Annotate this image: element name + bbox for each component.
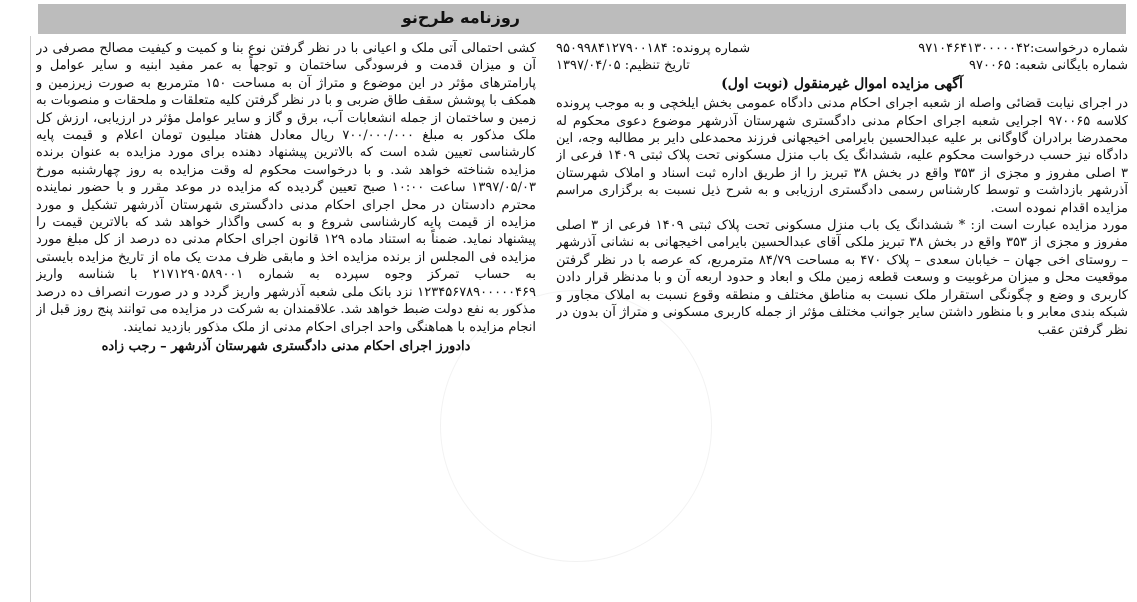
notice-paragraph-2: مورد مزایده عبارت است از: * ششدانگ یک باب منزل مسکونی تحت پلاک ثبتی ۱۴۰۹ فرعی از ۳ اصلی مفروز و مجزی از ۳۵۳ واقع در بخش ۳۸ تبریز ملکی آقای عبدالحسین بایرامی اخیجهانی به نشانی آذرشهر – روستای اخی جهان – خیابان سعدی – پلاک ۴۷۰ به مساحت ۸۴/۷۹ مترمربع، که عرصه با در نظر گرفتن موقعیت محل و میزان مرغوبیت و وسعت قطعه زمین ملک و ابعاد و حدود اربعه آن و با مدنظر قرار دادن کاربری و وضع و چگونگی استقرار ملک نسبت به مناطق مختلف و منطقه وقوع نسبت به املاک مجاور و شبکه بندی معابر و با منظور داشتن سایر جوانب مختلف مؤثر از جمله کاربری مسکونی و متراژ آن بدون در نظر گرفتن عقب — [556, 218, 1128, 338]
column-divider — [30, 36, 31, 602]
issue-date: تاریخ تنظیم: ۱۳۹۷/۰۴/۰۵ — [556, 58, 690, 74]
case-number: شماره پرونده: ۹۵۰۹۹۸۴۱۲۷۹۰۰۱۸۴ — [556, 41, 751, 56]
notice-column-right — [556, 40, 1128, 596]
meta-row-1 — [556, 40, 1128, 57]
newspaper-name: روزنامه طرح‌نو — [401, 8, 520, 27]
notice-column-left — [36, 40, 536, 596]
notice-heading: آگهی مزایده اموال غیرمنقول (نوبت اول) — [721, 75, 963, 92]
meta-row-2 — [556, 57, 1128, 74]
notice-signature: دادورز اجرای احکام مدنی دادگستری شهرستان آذرشهر – رجب زاده — [101, 338, 471, 354]
notice-paragraph-3: کشی احتمالی آتی ملک و اعیانی با در نظر گرفتن نوع بنا و کمیت و کیفیت مصالح مصرفی در آن و میزان قدمت و فرسودگی ساختمان و توجهاً به عمر مفید ابنیه و سایر عوامل و پارامترهای مؤثر در این موضوع و متراژ آن به مساحت ۱۵۰ مترمربع به صورت زیرزمین و همکف با پوشش سقف طاق ضربی و با در نظر گرفتن کلیه متعلقات و ملحقات و منصوبات به زمین و ساختمان از جمله انشعابات آب، برق و گاز و سایر عوامل مؤثر در ارزیابی، ارزش کل ملک مذکور به مبلغ ۷۰۰/۰۰۰/۰۰۰ ریال معادل هفتاد میلیون تومان اعلام و قیمت پایه کارشناسی تعیین شده است که بالاترین پیشنهاد دهنده برای مورد مزایده به عنوان برنده مزایده شناخته خواهد شد. و با درخواست محکوم له وقت مزایده به روز چهارشنبه مورخ ۱۳۹۷/۰۵/۰۳ ساعت ۱۰:۰۰ صبح تعیین گردیده که مزایده در موعد مقرر و با حضور نماینده محترم دادستان در محل اجرای احکام مدنی دادگستری شهرستان آذرشهر تشکیل و مورد مزایده از قیمت پایه کارشناسی شروع و به کسی واگذار خواهد شد که بالاترین قیمت را پیشنهاد نماید. ضمناً به استناد ماده ۱۲۹ قانون اجرای احکام مدنی ده درصد از کل مبلغ مورد مزایده فی المجلس از برنده مزایده اخذ و مابقی ظرف مدت یک ماه از تاریخ مزایده بایستی به حساب تمرکز وجوه سپرده به شماره ۲۱۷۱۲۹۰۵۸۹۰۰۱ با شناسه واریز ۱۲۳۴۵۶۷۸۹۰۰۰۰۰۴۶۹ نزد بانک ملی شعبه آذرشهر واریز گردد و در صورت انصراف ده درصد مذکور به نفع دولت ضبط خواهد شد. علاقمندان به شرکت در مزایده می توانند پنج روز قبل از انجام مزایده با هماهنگی واحد اجرای احکام مدنی از ملک مذکور بازدید نمایند. — [36, 41, 536, 335]
archive-number: شماره بایگانی شعبه: ۹۷۰۰۶۵ — [969, 58, 1128, 74]
newspaper-header-bar — [38, 4, 1126, 34]
request-number: شماره درخواست:۹۷۱۰۴۶۴۱۳۰۰۰۰۰۴۲ — [918, 41, 1128, 56]
notice-paragraph-1: در اجرای نیابت قضائی واصله از شعبه اجرای احکام مدنی دادگاه عمومی بخش ایلخچی و به موجب پرونده کلاسه ۹۷۰۰۶۵ اجرایی شعبه اجرای احکام مدنی دادگستری شهرستان آذرشهر موضوع دعوی محکوم له محمدرضا برادران گاوگانی بر علیه عبدالحسین بایرامی اخیجهانی فرزند محمدعلی دایر بر مطالبه وجه، این دادگاه نیز حسب درخواست محکوم علیه، ششدانگ یک باب منزل مسکونی تحت پلاک ثبتی ۱۴۰۹ فرعی از ۳ اصلی مفروز و مجزی از ۳۵۳ واقع در بخش ۳۸ تبریز را از طریق اداره ثبت اسناد و املاک شهرستان آذرشهر بازداشت و توسط کارشناس رسمی دادگستری ارزیابی و به شرح ذیل نسبت به برگزاری مراسم مزایده اقدام نموده است. — [556, 96, 1128, 216]
